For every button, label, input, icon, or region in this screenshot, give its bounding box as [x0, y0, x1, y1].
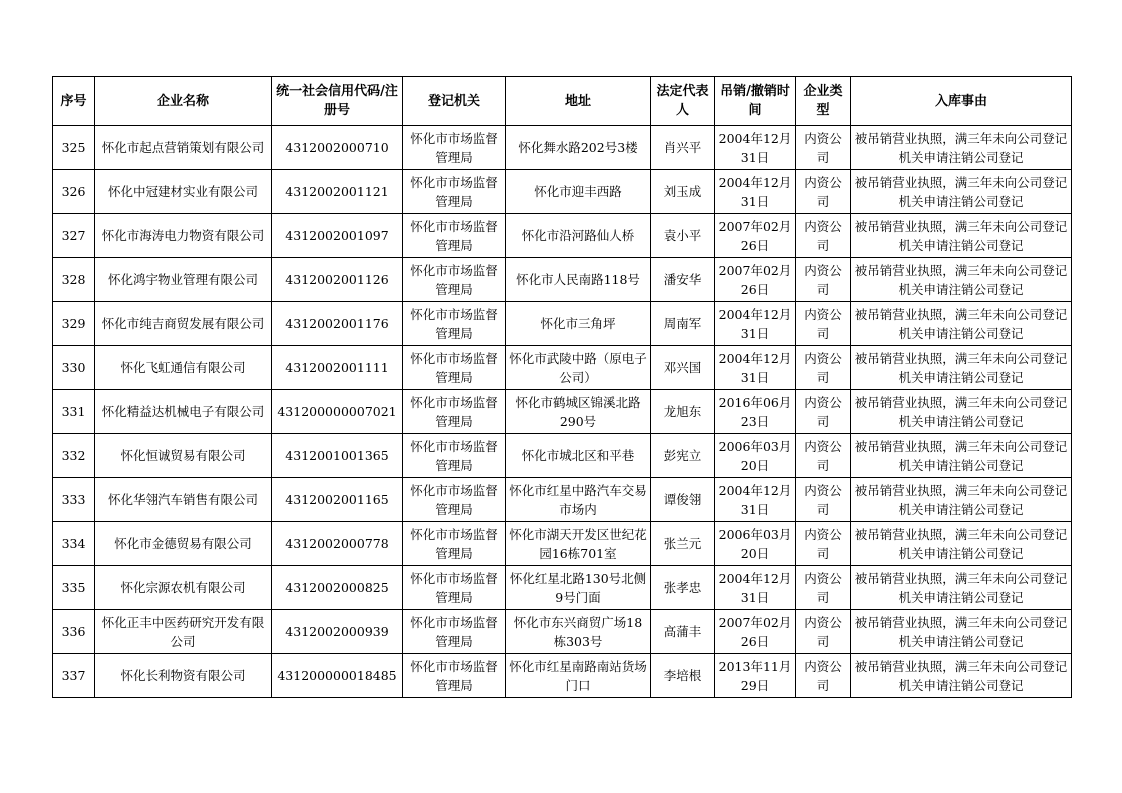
cell-legal-representative: 高蒲丰	[651, 610, 715, 654]
cell-registration-authority: 怀化市市场监督管理局	[403, 302, 506, 346]
cell-legal-representative: 潘安华	[651, 258, 715, 302]
cell-registration-authority: 怀化市市场监督管理局	[403, 346, 506, 390]
cell-reason: 被吊销营业执照，满三年未向公司登记机关申请注销公司登记	[851, 170, 1072, 214]
cell-revocation-date: 2004年12月31日	[715, 478, 796, 522]
cell-registration-authority: 怀化市市场监督管理局	[403, 434, 506, 478]
cell-address: 怀化红星北路130号北侧9号门面	[506, 566, 651, 610]
cell-address: 怀化市人民南路118号	[506, 258, 651, 302]
cell-company-type: 内资公司	[796, 654, 851, 698]
cell-registration-authority: 怀化市市场监督管理局	[403, 170, 506, 214]
cell-reason: 被吊销营业执照，满三年未向公司登记机关申请注销公司登记	[851, 522, 1072, 566]
cell-reason: 被吊销营业执照，满三年未向公司登记机关申请注销公司登记	[851, 214, 1072, 258]
cell-company-type: 内资公司	[796, 478, 851, 522]
revoked-company-table	[52, 76, 1072, 698]
cell-registration-authority: 怀化市市场监督管理局	[403, 654, 506, 698]
cell-reason: 被吊销营业执照，满三年未向公司登记机关申请注销公司登记	[851, 390, 1072, 434]
cell-index: 334	[53, 522, 95, 566]
cell-credit-code: 431200000007021	[272, 390, 403, 434]
cell-company-name: 怀化市起点营销策划有限公司	[95, 126, 272, 170]
cell-credit-code: 4312002000710	[272, 126, 403, 170]
table-row	[53, 170, 1072, 214]
cell-revocation-date: 2004年12月31日	[715, 346, 796, 390]
cell-address: 怀化舞水路202号3楼	[506, 126, 651, 170]
cell-revocation-date: 2006年03月20日	[715, 522, 796, 566]
cell-credit-code: 431200000018485	[272, 654, 403, 698]
table-row	[53, 522, 1072, 566]
header-legal-representative: 法定代表人	[651, 77, 715, 126]
cell-company-name: 怀化市金德贸易有限公司	[95, 522, 272, 566]
cell-company-type: 内资公司	[796, 434, 851, 478]
cell-revocation-date: 2006年03月20日	[715, 434, 796, 478]
cell-index: 337	[53, 654, 95, 698]
header-index: 序号	[53, 77, 95, 126]
cell-address: 怀化市城北区和平巷	[506, 434, 651, 478]
cell-legal-representative: 谭俊翎	[651, 478, 715, 522]
cell-index: 325	[53, 126, 95, 170]
cell-company-name: 怀化华翎汽车销售有限公司	[95, 478, 272, 522]
cell-company-type: 内资公司	[796, 214, 851, 258]
cell-registration-authority: 怀化市市场监督管理局	[403, 126, 506, 170]
cell-index: 335	[53, 566, 95, 610]
cell-reason: 被吊销营业执照，满三年未向公司登记机关申请注销公司登记	[851, 654, 1072, 698]
cell-index: 326	[53, 170, 95, 214]
cell-address: 怀化市沿河路仙人桥	[506, 214, 651, 258]
header-company-name: 企业名称	[95, 77, 272, 126]
cell-address: 怀化市红星南路南站货场门口	[506, 654, 651, 698]
cell-company-name: 怀化恒诚贸易有限公司	[95, 434, 272, 478]
cell-legal-representative: 肖兴平	[651, 126, 715, 170]
cell-credit-code: 4312002000825	[272, 566, 403, 610]
cell-registration-authority: 怀化市市场监督管理局	[403, 214, 506, 258]
cell-legal-representative: 袁小平	[651, 214, 715, 258]
cell-legal-representative: 刘玉成	[651, 170, 715, 214]
cell-company-name: 怀化精益达机械电子有限公司	[95, 390, 272, 434]
cell-revocation-date: 2016年06月23日	[715, 390, 796, 434]
cell-revocation-date: 2013年11月29日	[715, 654, 796, 698]
cell-revocation-date: 2007年02月26日	[715, 610, 796, 654]
cell-company-type: 内资公司	[796, 610, 851, 654]
cell-index: 331	[53, 390, 95, 434]
cell-address: 怀化市迎丰西路	[506, 170, 651, 214]
header-credit-code: 统一社会信用代码/注册号	[272, 77, 403, 126]
cell-registration-authority: 怀化市市场监督管理局	[403, 522, 506, 566]
cell-address: 怀化市鹤城区锦溪北路290号	[506, 390, 651, 434]
cell-address: 怀化市红星中路汽车交易市场内	[506, 478, 651, 522]
cell-reason: 被吊销营业执照，满三年未向公司登记机关申请注销公司登记	[851, 478, 1072, 522]
cell-company-type: 内资公司	[796, 302, 851, 346]
cell-reason: 被吊销营业执照，满三年未向公司登记机关申请注销公司登记	[851, 566, 1072, 610]
header-address: 地址	[506, 77, 651, 126]
cell-company-name: 怀化宗源农机有限公司	[95, 566, 272, 610]
table-body	[53, 126, 1072, 698]
table-row	[53, 478, 1072, 522]
cell-legal-representative: 李培根	[651, 654, 715, 698]
header-row	[53, 77, 1072, 126]
header-revocation-date: 吊销/撤销时间	[715, 77, 796, 126]
cell-credit-code: 4312002000778	[272, 522, 403, 566]
cell-revocation-date: 2004年12月31日	[715, 566, 796, 610]
cell-company-type: 内资公司	[796, 258, 851, 302]
cell-credit-code: 4312002000939	[272, 610, 403, 654]
table-row	[53, 434, 1072, 478]
cell-company-type: 内资公司	[796, 390, 851, 434]
cell-revocation-date: 2004年12月31日	[715, 302, 796, 346]
table-row	[53, 214, 1072, 258]
cell-credit-code: 4312002001111	[272, 346, 403, 390]
cell-legal-representative: 彭宪立	[651, 434, 715, 478]
cell-registration-authority: 怀化市市场监督管理局	[403, 610, 506, 654]
cell-company-name: 怀化飞虹通信有限公司	[95, 346, 272, 390]
cell-index: 329	[53, 302, 95, 346]
cell-company-type: 内资公司	[796, 522, 851, 566]
cell-address: 怀化市东兴商贸广场18栋303号	[506, 610, 651, 654]
cell-revocation-date: 2007年02月26日	[715, 214, 796, 258]
cell-credit-code: 4312002001121	[272, 170, 403, 214]
cell-address: 怀化市武陵中路（原电子公司）	[506, 346, 651, 390]
header-registration-authority: 登记机关	[403, 77, 506, 126]
table-row	[53, 126, 1072, 170]
revoked-company-table-container	[52, 76, 1071, 698]
cell-credit-code: 4312002001176	[272, 302, 403, 346]
cell-company-name: 怀化长利物资有限公司	[95, 654, 272, 698]
table-row	[53, 566, 1072, 610]
table-row	[53, 346, 1072, 390]
cell-revocation-date: 2004年12月31日	[715, 170, 796, 214]
table-row	[53, 610, 1072, 654]
table-row	[53, 390, 1072, 434]
cell-legal-representative: 张兰元	[651, 522, 715, 566]
header-reason: 入库事由	[851, 77, 1072, 126]
cell-reason: 被吊销营业执照，满三年未向公司登记机关申请注销公司登记	[851, 302, 1072, 346]
cell-company-type: 内资公司	[796, 170, 851, 214]
table-row	[53, 258, 1072, 302]
cell-credit-code: 4312001001365	[272, 434, 403, 478]
cell-company-name: 怀化正丰中医药研究开发有限公司	[95, 610, 272, 654]
cell-address: 怀化市三角坪	[506, 302, 651, 346]
table-row	[53, 302, 1072, 346]
header-company-type: 企业类型	[796, 77, 851, 126]
cell-legal-representative: 邓兴国	[651, 346, 715, 390]
cell-reason: 被吊销营业执照，满三年未向公司登记机关申请注销公司登记	[851, 434, 1072, 478]
cell-index: 332	[53, 434, 95, 478]
cell-index: 327	[53, 214, 95, 258]
cell-credit-code: 4312002001097	[272, 214, 403, 258]
cell-index: 330	[53, 346, 95, 390]
cell-revocation-date: 2004年12月31日	[715, 126, 796, 170]
cell-reason: 被吊销营业执照，满三年未向公司登记机关申请注销公司登记	[851, 126, 1072, 170]
cell-company-type: 内资公司	[796, 566, 851, 610]
cell-company-type: 内资公司	[796, 126, 851, 170]
table-row	[53, 654, 1072, 698]
cell-company-name: 怀化中冠建材实业有限公司	[95, 170, 272, 214]
cell-legal-representative: 周南军	[651, 302, 715, 346]
cell-company-name: 怀化市海涛电力物资有限公司	[95, 214, 272, 258]
cell-company-name: 怀化市纯吉商贸发展有限公司	[95, 302, 272, 346]
cell-address: 怀化市湖天开发区世纪花园16栋701室	[506, 522, 651, 566]
cell-credit-code: 4312002001126	[272, 258, 403, 302]
cell-company-type: 内资公司	[796, 346, 851, 390]
cell-reason: 被吊销营业执照，满三年未向公司登记机关申请注销公司登记	[851, 346, 1072, 390]
cell-registration-authority: 怀化市市场监督管理局	[403, 258, 506, 302]
cell-credit-code: 4312002001165	[272, 478, 403, 522]
cell-company-name: 怀化鸿宇物业管理有限公司	[95, 258, 272, 302]
cell-index: 336	[53, 610, 95, 654]
cell-registration-authority: 怀化市市场监督管理局	[403, 478, 506, 522]
cell-index: 333	[53, 478, 95, 522]
cell-reason: 被吊销营业执照，满三年未向公司登记机关申请注销公司登记	[851, 258, 1072, 302]
cell-legal-representative: 龙旭东	[651, 390, 715, 434]
cell-legal-representative: 张孝忠	[651, 566, 715, 610]
cell-registration-authority: 怀化市市场监督管理局	[403, 390, 506, 434]
cell-revocation-date: 2007年02月26日	[715, 258, 796, 302]
cell-reason: 被吊销营业执照，满三年未向公司登记机关申请注销公司登记	[851, 610, 1072, 654]
cell-registration-authority: 怀化市市场监督管理局	[403, 566, 506, 610]
cell-index: 328	[53, 258, 95, 302]
